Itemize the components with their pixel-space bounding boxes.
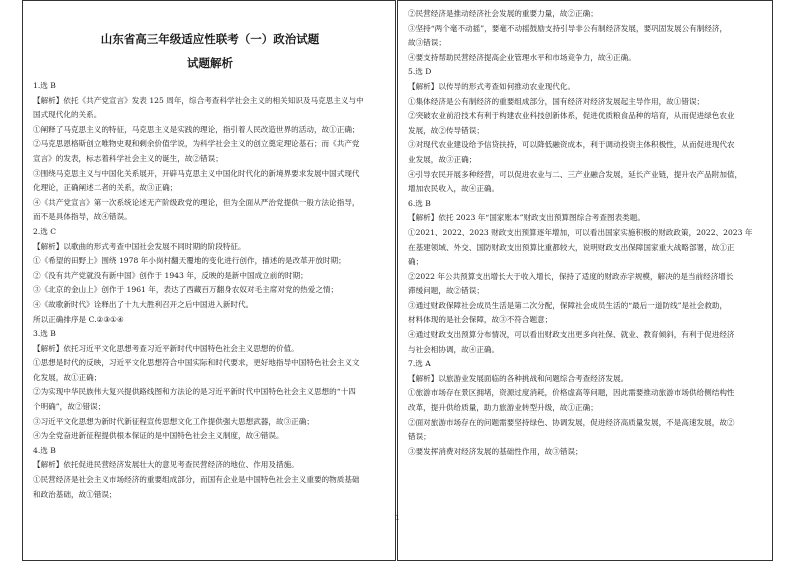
text-line: ③坚持“两个毫不动摇”，要毫不动摇鼓励支持引导非公有制经济发展，要巩固发展公有制经济， bbox=[408, 23, 728, 33]
right-column-content bbox=[408, 7, 764, 459]
text-line: 与社会相协调，故④正确。 bbox=[408, 344, 500, 354]
text-line: ③《北京的金山上》创作于 1961 年，表达了西藏百万翻身农奴对毛主席对党的热爱之情； bbox=[33, 285, 339, 295]
text-line: ②《没有共产党就没有新中国》创作于 1943 年，反映的是新中国成立前的时期； bbox=[33, 270, 308, 280]
left-body bbox=[33, 79, 387, 502]
text-line: 6.选 B bbox=[408, 198, 431, 208]
text-line: ①2021、2022、2023 财政支出预算逐年增加，可以看出国家实施积极的财政政策，2022、2023 年 bbox=[408, 227, 753, 237]
text-line: 个明确”，故②错误； bbox=[33, 402, 106, 412]
text-line: ④引导农民开展多种经营，可以促进农业与二、三产业融合发展，延长产业链，提升农产品附加值， bbox=[408, 169, 743, 179]
text-line: 4.选 B bbox=[33, 445, 56, 455]
text-line: ①阐释了马克思主义的特征，马克思主义是实践的理论，指引着人民改造世界的活动，故①正确； bbox=[33, 124, 360, 134]
text-line: 化理论，正确阐述二者的关系，故③正确； bbox=[33, 183, 178, 193]
text-line: 2.选 C bbox=[33, 226, 57, 236]
text-line: 增加农民收入，故④正确。 bbox=[408, 184, 500, 194]
text-line: ④通过财政支出预算分布情况，可以看出财政支出更多向社保、就业、教育倾斜，有利于促进经济 bbox=[408, 330, 735, 340]
text-line: 而不是具体指导，故④错误。 bbox=[33, 212, 132, 222]
text-line: 滞缓问题，故②错误； bbox=[408, 286, 484, 296]
text-line: 宣言》的发表，标志着科学社会主义的诞生，故②错误； bbox=[33, 153, 223, 163]
text-line: ②面对旅游市场存在的问题需要坚持绿色、协调发展，促进经济高质量发展，不是高速发展，故② bbox=[408, 417, 735, 427]
text-line: ④《共产党宣言》第一次系统论述无产阶级政党的理论，但为全面从严治党提供一般方法论指导， bbox=[33, 197, 360, 207]
text-line: ②2022 年公共预算支出增长大于收入增长，保持了适度的财政赤字规模，解决的是当前经济增长 bbox=[408, 271, 734, 281]
text-line: 【解析】以旅游业发展面临的各种挑战和问题综合考查经济发展。 bbox=[408, 373, 629, 383]
left-column-content bbox=[33, 7, 387, 502]
text-line: 所以正确排序是 C.②③①④ bbox=[33, 314, 124, 324]
text-line: 发展，故②传导错误； bbox=[408, 125, 484, 135]
text-line: ④《故歌新时代》诠释出了十九大胜利召开之后中国进入新时代。 bbox=[33, 299, 254, 309]
text-line: ②民营经济是推动经济社会发展的重要力量，故②正确； bbox=[408, 9, 598, 18]
text-line: ③通过财政保障社会成员生活是第二次分配，保障社会成员生活的“最后一道防线”是社会救助， bbox=[408, 300, 728, 310]
text-line: 1.选 B bbox=[33, 81, 56, 90]
text-line: 【解析】依托 2023 年“国家账本”财政支出预算图综合考查图表类题。 bbox=[408, 213, 645, 223]
text-line: ①思想是时代的反映，习近平文化思想符合中国实际和时代要求，更好地指导中国特色社会主义文 bbox=[33, 358, 360, 368]
text-line: 国式现代化的关系。 bbox=[33, 110, 102, 120]
text-line: ④为全党奋进新征程提供根本保证的是中国特色社会主义制度，故④错误。 bbox=[33, 431, 284, 441]
page-number: 1 bbox=[395, 513, 400, 522]
text-line: 7.选 A bbox=[408, 359, 431, 369]
text-line: 5.选 D bbox=[408, 67, 432, 77]
text-line: 错误； bbox=[408, 432, 431, 442]
document-title: 山东省高三年级适应性联考（一）政治试题 bbox=[100, 32, 320, 46]
text-line: ④要支持帮助民营经济提高企业管理水平和市场竞争力，故④正确。 bbox=[408, 52, 636, 62]
text-line: 【解析】依托促进民营经济发展壮大的意见考查民营经济的地位、作用及措施。 bbox=[33, 460, 299, 470]
text-line: ②为实现中华民族伟大复兴提供路线图和方法论的是习近平新时代中国特色社会主义思想的“十四 bbox=[33, 387, 356, 397]
text-line: ②马克思恩格斯创立唯物史观和剩余价值学说，为科学社会主义的创立奠定理论基石；而《共产党 bbox=[33, 139, 360, 149]
text-line: ③对现代农业建设给予信贷扶持，可以降低融资成本，利于调动投资主体积极性，从而促进现代农 bbox=[408, 140, 735, 150]
text-line: ②突破农业前沿技术有利于构建农业科技创新体系，促进优质粮食品种的培育，从而促进绿色农业 bbox=[408, 111, 735, 121]
right-body bbox=[408, 7, 764, 459]
text-line: 3.选 B bbox=[33, 329, 56, 339]
left-column bbox=[22, 0, 396, 561]
text-line: 【解析】以传导的形式考查如何推动农业现代化。 bbox=[408, 81, 576, 91]
text-line: ③围绕马克思主义与中国化关系展开，开辟马克思主义中国化时代化的新境界要求发展中国式现代 bbox=[33, 168, 360, 178]
text-line: 和政治基础，故①错误； bbox=[33, 489, 117, 499]
text-line: 确； bbox=[408, 257, 424, 267]
text-line: 业发展，故③正确； bbox=[408, 154, 477, 164]
text-line: 改革，提升供给质量，助力旅游业转型升级，故①正确； bbox=[408, 403, 598, 413]
text-line: 故③错误； bbox=[408, 38, 446, 48]
text-line: 在基建领域、外交、国防财政支出预算比重都较大，说明财政支出保障国家重大战略部署，故①正 bbox=[408, 242, 735, 252]
text-line: 化发展，故①正确； bbox=[33, 372, 102, 382]
text-line: 【解析】依托《共产党宣言》发表 125 周年，综合考查科学社会主义的相关知识及马克思主义与中 bbox=[33, 95, 364, 105]
text-line: 材料体现的是社会保障，故③不符合题意； bbox=[408, 315, 553, 325]
text-line: ①集体经济是公有制经济的重要组成部分，国有经济对经济发展起主导作用，故①错误； bbox=[408, 96, 705, 106]
right-column bbox=[397, 0, 773, 561]
text-line: 【解析】以歌曲的形式考查中国社会发展不同时期的阶段特征。 bbox=[33, 241, 246, 251]
text-line: ①旅游市场存在景区拥堵，资源过度消耗，价格虚高等问题，因此需要推动旅游市场供给侧结构性 bbox=[408, 388, 735, 398]
text-line: ③要发挥消费对经济发展的基础性作用，故③错误； bbox=[408, 446, 583, 456]
text-line: ①民营经济是社会主义市场经济的重要组成部分，而国有企业是中国特色社会主义重要的物质基础 bbox=[33, 475, 360, 485]
document-subtitle: 试题解析 bbox=[187, 56, 233, 70]
text-line: ①《希望的田野上》围绕 1978 年小岗村翻天覆地的变化进行创作，描述的是改革开放时期； bbox=[33, 256, 346, 266]
text-line: ③习近平文化思想为新时代新征程宣传思想文化工作提供强大思想武器，故③正确； bbox=[33, 416, 314, 426]
text-line: 【解析】依托习近平文化思想考查习近平新时代中国特色社会主义思想的价值。 bbox=[33, 343, 299, 353]
